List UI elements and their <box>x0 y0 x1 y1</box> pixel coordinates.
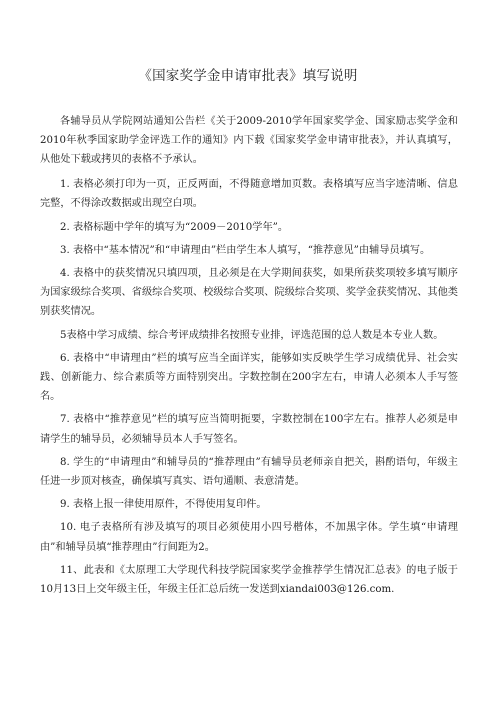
instruction-item-8: 8. 学生的“申请理由”和辅导员的“推荐理由”有辅导员老师亲自把关，斟酌语句，年级主任进一步顶对核查，确保填写真实、语句通顺、表意清楚。 <box>40 456 458 487</box>
document-title: 《国家奖学金申请审批表》填写说明 <box>138 68 358 84</box>
instruction-item-10: 10. 电子表格所有涉及填写的项目必须使用小四号楷体，不加黑字体。学生填“申请理由”和辅导员填“推荐理由”行间距为2。 <box>40 522 458 553</box>
intro-paragraph: 各辅导员从学院网站通知公告栏《关于2009-2010学年国家奖学金、国家励志奖学金和2010年秋季国家助学金评选工作的通知》内下载《国家奖学金申请审批表》，并认真填写，从他处下载或拷贝的表格不予承认。 <box>40 116 458 166</box>
instruction-item-7: 7. 表格中“推荐意见”栏的填写应当简明扼要，字数控制在100字左右。推荐人必须是申请学生的辅导员，必须辅导员本人手写签名。 <box>40 414 458 445</box>
instruction-item-3: 3. 表格中“基本情况”和“申请理由”栏由学生本人填写，“推荐意见”由辅导员填写。 <box>60 244 431 256</box>
instruction-item-5: 5表格中学习成绩、综合考评成绩排名按照专业排，评选范围的总人数是本专业人数。 <box>60 329 444 341</box>
instruction-item-6: 6. 表格中“申请理由”栏的填写应当全面详实，能够如实反映学生学习成绩优异、社会实践、创新能力、综合素质等方面特别突出。字数控制在200字左右，申请人必须本人手写签名。 <box>40 352 458 403</box>
document-body <box>40 112 458 603</box>
instruction-item-9: 9. 表格上报一律使用原件，不得使用复印件。 <box>60 499 267 511</box>
instruction-item-2: 2. 表格标题中学年的填写为“2009－2010学年”。 <box>60 221 289 233</box>
instruction-item-11: 11、此表和《太原理工大学现代科技学院国家奖学金推荐学生情况汇总表》的电子版于10月13日上交年级主任，年级主任汇总后统一发送到xiandai003@126.com. <box>40 564 458 595</box>
instruction-item-4: 4. 表格中的获奖情况只填四项，且必须是在大学期间获奖，如果所获奖项较多填写顺序为国家级综合奖项、省级综合奖项、校级综合奖项、院级综合奖项、奖学金获奖情况、其他类别获奖情况。 <box>40 267 458 318</box>
instruction-item-1: 1. 表格必须打印为一页，正反两面，不得随意增加页数。表格填写应当字迹清晰、信息完整，不得涂改数据或出现空白项。 <box>40 179 458 210</box>
